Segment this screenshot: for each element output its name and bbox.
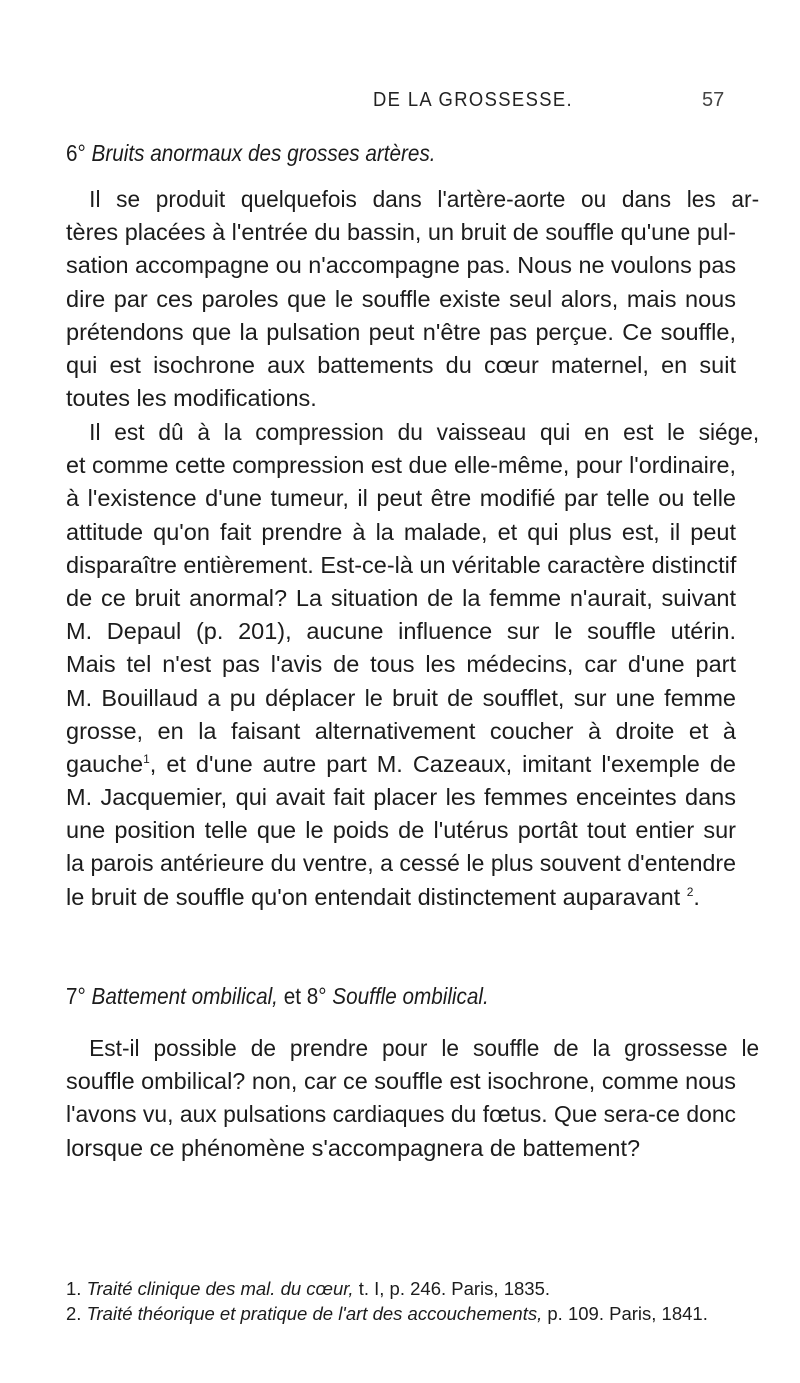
footnotes bbox=[66, 1276, 746, 1326]
text-line: attitude qu'on fait prendre à la malade, et qui plus est, il peut bbox=[66, 518, 736, 545]
text-line bbox=[66, 748, 736, 781]
text-line: de ce bruit anormal? La situation de la femme n'aurait, suivant bbox=[66, 584, 736, 611]
section-7-number: 7° bbox=[66, 983, 86, 1009]
text-line: une position telle que le poids de l'utérus portât tout entier sur bbox=[66, 817, 736, 844]
footnote-number: 2. bbox=[66, 1303, 82, 1324]
text-line: Mais tel n'est pas l'avis de tous les médecins, car d'une part bbox=[66, 651, 736, 678]
text-line: Il se produit quelquefois dans l'artère-aorte ou dans les ar- bbox=[89, 186, 760, 212]
section-6-number: 6° bbox=[66, 140, 86, 166]
text-line: sation accompagne ou n'accompagne pas. Nous ne voulons pas bbox=[66, 252, 737, 279]
footnote-title: Traité théorique et pratique de l'art des accouchements, bbox=[86, 1303, 543, 1324]
text-fragment: , et d'une autre part M. Cazeaux, imitant l'exemple de bbox=[149, 750, 736, 777]
text-line: dire par ces paroles que le souffle existe seul alors, mais nous bbox=[66, 285, 736, 312]
running-head bbox=[0, 89, 800, 119]
text-line: et comme cette compression est due elle-même, pour l'ordinaire, bbox=[66, 452, 736, 479]
section-7-8-heading bbox=[66, 983, 489, 1010]
text-line: lorsque ce phénomène s'accompagnera de battement? bbox=[66, 1134, 641, 1161]
text-line: la parois antérieure du ventre, a cessé le plus souvent d'entendre bbox=[66, 850, 736, 877]
text-line: disparaître entièrement. Est-ce-là un véritable caractère distinctif bbox=[66, 551, 737, 578]
text-line: souffle ombilical? non, car ce souffle est isochrone, comme nous bbox=[66, 1068, 736, 1095]
text-fragment: gauche bbox=[66, 750, 144, 777]
text-line: Est-il possible de prendre pour le souffle de la grossesse le bbox=[89, 1035, 760, 1061]
footnote-citation: t. I, p. 246. Paris, 1835. bbox=[358, 1278, 550, 1299]
paragraph-2 bbox=[66, 416, 760, 914]
section-6-heading bbox=[66, 140, 436, 167]
text-line: M. Depaul (p. 201), aucune influence sur le souffle utérin. bbox=[66, 618, 736, 645]
text-line: toutes les modifications. bbox=[66, 385, 317, 412]
heading-conjunction: et bbox=[283, 983, 301, 1009]
footnote-title: Traité clinique des mal. du cœur, bbox=[86, 1278, 354, 1299]
text-line: M. Jacquemier, qui avait fait placer les femmes enceintes dans bbox=[66, 784, 736, 811]
text-fragment: le bruit de souffle qu'on entendait distinctement auparavant bbox=[66, 883, 681, 910]
footnote-ref-1: 1 bbox=[143, 751, 150, 766]
text-line: à l'existence d'une tumeur, il peut être modifié par telle ou telle bbox=[66, 485, 736, 512]
section-7-title: Battement ombilical, bbox=[91, 983, 278, 1009]
text-line: l'avons vu, aux pulsations cardiaques du fœtus. Que sera-ce donc bbox=[66, 1101, 736, 1128]
footnote-2 bbox=[66, 1301, 746, 1326]
text-fragment: . bbox=[693, 883, 700, 910]
text-line: M. Bouillaud a pu déplacer le bruit de soufflet, sur une femme bbox=[66, 684, 736, 711]
footnote-number: 1. bbox=[66, 1278, 82, 1299]
text-line bbox=[66, 881, 736, 914]
section-8-number: 8° bbox=[306, 983, 327, 1009]
page-number: 57 bbox=[702, 89, 725, 111]
text-line: qui est isochrone aux battements du cœur maternel, en suit bbox=[66, 351, 736, 378]
footnote-ref-2: 2 bbox=[686, 884, 694, 899]
text-line: tères placées à l'entrée du bassin, un bruit de souffle qu'une pul- bbox=[66, 219, 736, 246]
section-8-title: Souffle ombilical. bbox=[332, 983, 489, 1009]
text-line: Il est dû à la compression du vaisseau qui en est le siége, bbox=[89, 419, 760, 445]
section-6-title: Bruits anormaux des grosses artères. bbox=[91, 140, 436, 166]
paragraph-1 bbox=[66, 183, 760, 415]
running-title: DE LA GROSSESSE. bbox=[373, 89, 574, 111]
text-line: prétendons que la pulsation peut n'être pas perçue. Ce souffle, bbox=[66, 318, 736, 345]
paragraph-3 bbox=[66, 1032, 760, 1165]
text-line: grosse, en la faisant alternativement coucher à droite et à bbox=[66, 717, 736, 744]
footnote-1 bbox=[66, 1276, 746, 1301]
footnote-citation: p. 109. Paris, 1841. bbox=[547, 1303, 708, 1324]
